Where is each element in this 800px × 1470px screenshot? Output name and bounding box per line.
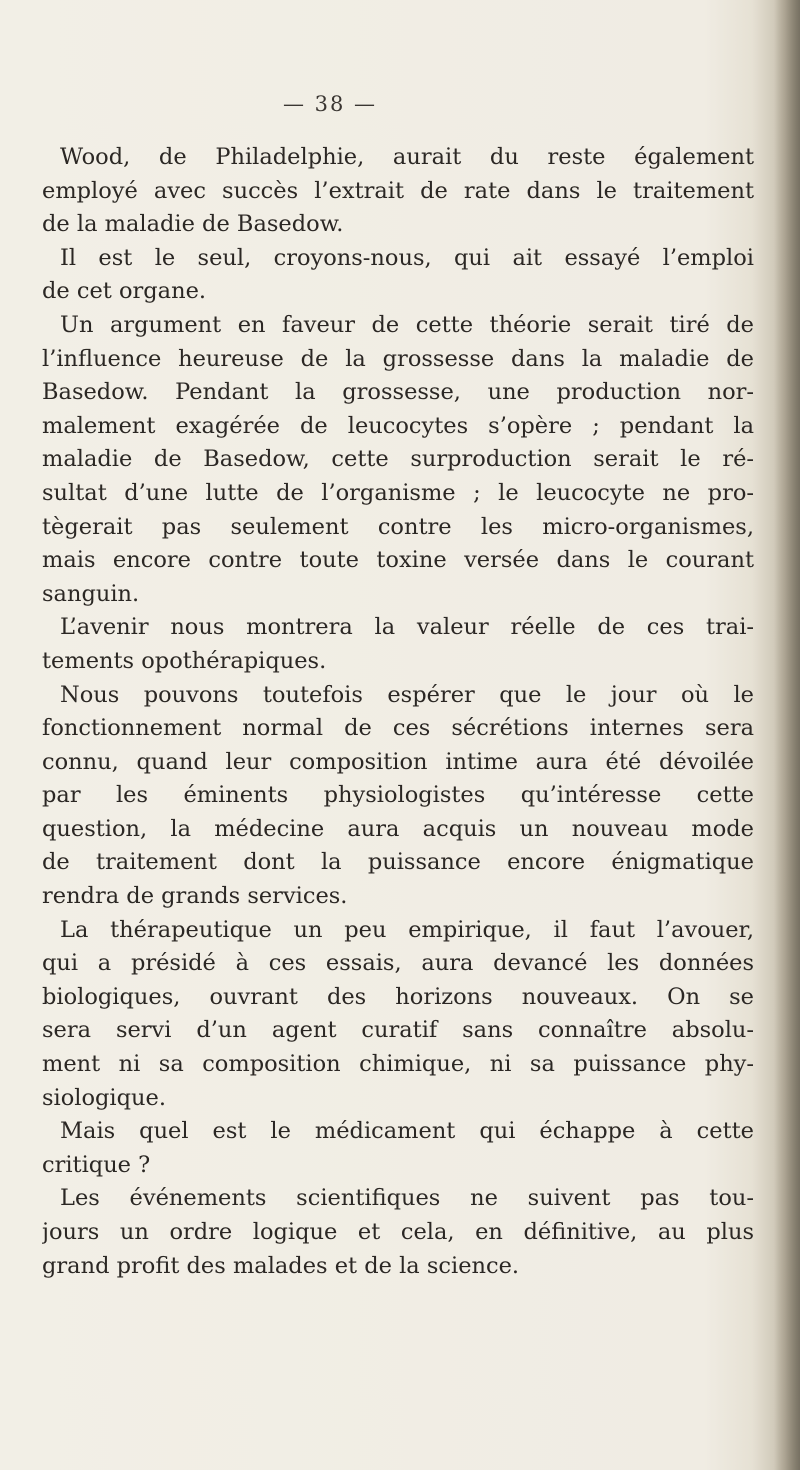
text-line: Basedow. Pendant la grossesse, une production nor- (42, 379, 754, 406)
text-line: biologiques, ouvrant des horizons nouveaux. On se (42, 983, 754, 1010)
text-line: question, la médecine aura acquis un nouveau mode (42, 815, 754, 842)
text-line: qui a présidé à ces essais, aura devancé les données (42, 950, 754, 977)
text-line: sera servi d’un agent curatif sans connaître absolu- (42, 1017, 754, 1044)
text-line: tements opothérapiques. (42, 647, 327, 674)
page-edge-shadow (774, 0, 800, 1470)
text-line: sanguin. (42, 580, 140, 607)
text-line: Mais quel est le médicament qui échappe à cette (60, 1118, 754, 1145)
text-line: connu, quand leur composition intime aura été dévoilée (42, 748, 754, 775)
text-line: siologique. (42, 1084, 166, 1111)
text-line: grand profit des malades et de la science. (42, 1252, 520, 1279)
text-line: jours un ordre logique et cela, en définitive, au plus (42, 1219, 754, 1245)
text-line: par les éminents physiologistes qu’intéresse cette (42, 782, 754, 809)
text-line: malement exagérée de leucocytes s’opère ; pendant la (42, 412, 754, 439)
text-line: employé avec succès l’extrait de rate dans le traitement (42, 177, 754, 204)
text-line: tègerait pas seulement contre les micro-organismes, (42, 513, 754, 540)
text-line: sultat d’une lutte de l’organisme ; le leucocyte ne pro- (42, 479, 754, 506)
text-line: de traitement dont la puissance encore énigmatique (42, 849, 754, 876)
text-line: l’influence heureuse de la grossesse dans la maladie de (42, 345, 754, 372)
text-line: critique ? (42, 1151, 151, 1178)
text-line: Il est le seul, croyons-nous, qui ait essayé l’emploi (60, 244, 754, 271)
page-number: — 38 — (282, 92, 378, 116)
text-line: rendra de grands services. (42, 883, 348, 910)
text-line: de la maladie de Basedow. (42, 211, 344, 238)
text-line: mais encore contre toute toxine versée dans le courant (42, 547, 754, 574)
text-line: La thérapeutique un peu empirique, il faut l’avouer, (60, 916, 754, 943)
text-line: Les événements scientifiques ne suivent pas tou- (60, 1185, 754, 1212)
text-line: Un argument en faveur de cette théorie serait tiré de (60, 311, 754, 338)
text-line: Nous pouvons toutefois espérer que le jour où le (60, 681, 754, 708)
body-text (42, 141, 754, 1283)
text-line: fonctionnement normal de ces sécrétions internes sera (42, 715, 754, 742)
text-line: de cet organe. (42, 278, 207, 305)
text-line: Wood, de Philadelphie, aurait du reste également (60, 144, 754, 170)
text-line: maladie de Basedow, cette surproduction serait le ré- (42, 446, 754, 473)
text-line: L’avenir nous montrera la valeur réelle de ces trai- (60, 614, 754, 641)
text-line: ment ni sa composition chimique, ni sa puissance phy- (42, 1051, 754, 1078)
